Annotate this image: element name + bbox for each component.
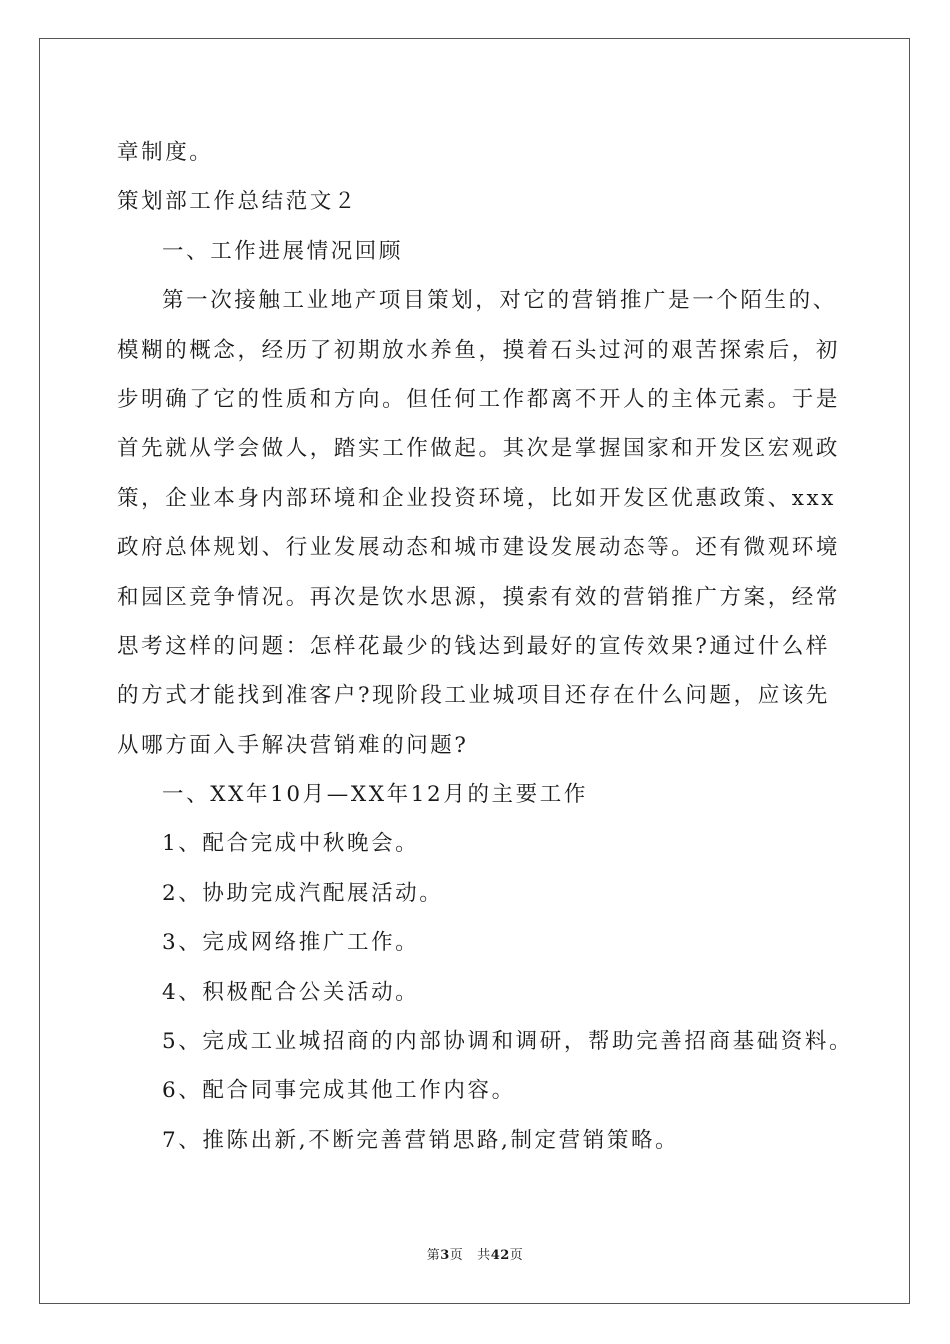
text-line: 和园区竞争情况。再次是饮水思源，摸索有效的营销推广方案，经常 bbox=[117, 584, 841, 610]
list-item: 2、协助完成汽配展活动。 bbox=[162, 880, 444, 906]
text-line: 的方式才能找到准客户?现阶段工业城项目还存在什么问题，应该先 bbox=[117, 683, 831, 709]
text-line: 第一次接触工业地产项目策划，对它的营销推广是一个陌生的、 bbox=[162, 288, 837, 314]
subsection-heading: 一、XX年10月—XX年12月的主要工作 bbox=[162, 782, 588, 808]
text-line: 策，企业本身内部环境和企业投资环境，比如开发区优惠政策、xxx bbox=[117, 485, 836, 511]
list-item: 4、积极配合公关活动。 bbox=[162, 979, 420, 1005]
page-number: 3 bbox=[440, 1248, 450, 1263]
total-prefix: 共 bbox=[477, 1248, 491, 1263]
text-line: 从哪方面入手解决营销难的问题? bbox=[117, 732, 469, 758]
list-item: 1、配合完成中秋晚会。 bbox=[162, 831, 420, 857]
page-prefix: 第 bbox=[426, 1248, 441, 1263]
subsection-heading: 一、工作进展情况回顾 bbox=[162, 238, 404, 264]
document-body bbox=[117, 128, 854, 1165]
list-item: 6、配合同事完成其他工作内容。 bbox=[162, 1078, 516, 1104]
text-line: 模糊的概念，经历了初期放水养鱼，摸着石头过河的艰苦探索后，初 bbox=[117, 337, 841, 363]
list-item: 7、推陈出新,不断完善营销思路,制定营销策略。 bbox=[162, 1127, 680, 1153]
total-suffix: 页 bbox=[509, 1248, 524, 1263]
list-item: 3、完成网络推广工作。 bbox=[162, 930, 420, 956]
section-heading: 策划部工作总结范文２ bbox=[117, 189, 359, 215]
total-pages: 42 bbox=[490, 1248, 510, 1263]
text-line: 首先就从学会做人，踏实工作做起。其次是掌握国家和开发区宏观政 bbox=[117, 436, 841, 462]
text-line: 步明确了它的性质和方向。但任何工作都离不开人的主体元素。于是 bbox=[117, 386, 841, 412]
page-suffix: 页 bbox=[449, 1248, 464, 1263]
page-footer bbox=[0, 1247, 950, 1265]
text-line: 章制度。 bbox=[117, 140, 214, 165]
text-line: 政府总体规划、行业发展动态和城市建设发展动态等。还有微观环境 bbox=[117, 535, 841, 561]
list-item: 5、完成工业城招商的内部协调和调研，帮助完善招商基础资料。 bbox=[162, 1029, 854, 1055]
text-line: 思考这样的问题：怎样花最少的钱达到最好的宣传效果?通过什么样 bbox=[117, 633, 831, 659]
